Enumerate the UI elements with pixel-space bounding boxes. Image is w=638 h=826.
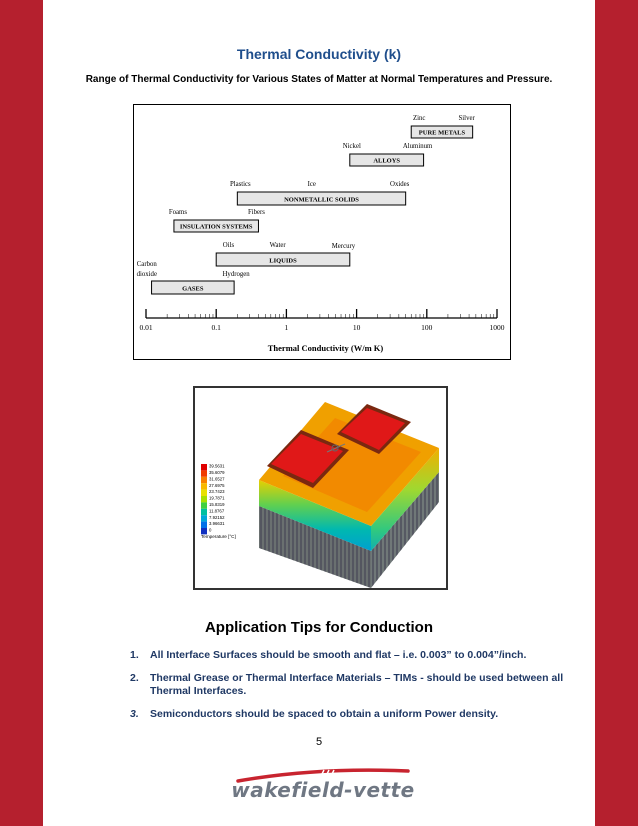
material-label: Ice xyxy=(307,181,316,188)
legend-value: 39.5631 xyxy=(209,463,225,469)
legend-value: 23.7423 xyxy=(209,489,225,495)
tip-text: All Interface Surfaces should be smooth and flat – i.e. 0.003” to 0.004”/inch. xyxy=(150,649,527,661)
range-bar-label: INSULATION SYSTEMS xyxy=(179,223,253,231)
tip-text: Semiconductors should be spaced to obtain a uniform Power density. xyxy=(150,708,499,720)
material-label: Fibers xyxy=(247,209,265,216)
x-tick-label: 1 xyxy=(284,323,289,332)
tip-item-3 xyxy=(130,708,570,721)
tip-item-1 xyxy=(130,649,570,662)
legend-value: 19.7871 xyxy=(209,495,225,501)
legend-value: 3.96631 xyxy=(209,521,225,527)
material-label: Carbon xyxy=(136,261,157,268)
legend-color-swatch xyxy=(201,502,207,508)
range-chart-svg xyxy=(134,105,510,359)
range-bar-label: LIQUIDS xyxy=(269,257,297,265)
material-label: dioxide xyxy=(136,271,157,278)
tips-heading: Application Tips for Conduction xyxy=(204,619,434,636)
tips-list xyxy=(130,649,570,731)
range-bar-label: ALLOYS xyxy=(373,157,401,165)
tip-number: 1. xyxy=(130,649,139,661)
legend-color-swatch xyxy=(201,515,207,521)
conductivity-range-chart xyxy=(133,104,511,360)
heatsink-render xyxy=(195,388,446,588)
legend-value: 0 xyxy=(209,527,212,533)
legend-value: 35.6079 xyxy=(209,470,225,475)
legend-value: 27.6975 xyxy=(209,482,225,488)
page-number: 5 xyxy=(315,736,323,748)
legend-color-swatch xyxy=(201,509,207,515)
legend-color-swatch xyxy=(201,483,207,489)
material-label: Foams xyxy=(168,209,188,216)
x-tick-label: 0.1 xyxy=(211,323,221,332)
legend-title: Temperature [°C] xyxy=(201,534,236,539)
legend-value: 11.8767 xyxy=(209,508,225,514)
temperature-legend xyxy=(201,464,225,535)
right-red-bar xyxy=(595,0,638,826)
material-label: Nickel xyxy=(342,143,361,150)
material-label: Oils xyxy=(222,242,235,249)
tip-text: Thermal Grease or Thermal Interface Materials – TIMs - should be used between all Thermal Interfaces. xyxy=(150,672,564,697)
legend-value: 7.92152 xyxy=(209,514,225,520)
legend-color-swatch xyxy=(201,522,207,528)
x-tick-label: 10 xyxy=(352,323,361,332)
x-tick-label: 0.01 xyxy=(139,323,153,332)
material-label: Oxides xyxy=(390,181,410,188)
legend-value: 31.6527 xyxy=(209,476,225,482)
legend-color-swatch xyxy=(201,496,207,502)
legend-color-swatch xyxy=(201,490,207,496)
material-label: Mercury xyxy=(331,243,356,250)
legend-color-swatch xyxy=(201,464,207,470)
thermal-simulation-image xyxy=(193,386,448,590)
tip-item-2 xyxy=(130,672,570,698)
range-bar-label: GASES xyxy=(182,285,204,293)
logo-text: wakefield-vette xyxy=(231,778,415,802)
page-subtitle: Range of Thermal Conductivity for Various States of Matter at Normal Temperatures and Pressure. xyxy=(85,74,553,85)
wakefield-vette-logo xyxy=(228,765,418,813)
material-label: Silver xyxy=(458,115,475,122)
legend-value: 15.8319 xyxy=(209,502,225,507)
tip-number: 2. xyxy=(130,672,139,684)
material-label: Plastics xyxy=(229,181,251,188)
x-tick-label: 1000 xyxy=(489,323,505,332)
legend-color-swatch xyxy=(201,470,207,476)
material-label: Aluminum xyxy=(402,143,433,150)
page-title: Thermal Conductivity (k) xyxy=(236,46,402,62)
legend-color-swatch xyxy=(201,477,207,483)
range-bar-label: PURE METALS xyxy=(418,129,466,137)
material-label: Hydrogen xyxy=(222,271,250,278)
x-axis-label: Thermal Conductivity (W/m K) xyxy=(267,343,384,353)
range-bar-label: NONMETALLIC SOLIDS xyxy=(284,196,359,204)
material-label: Zinc xyxy=(412,115,426,122)
tip-number: 3. xyxy=(130,708,139,720)
material-label: Water xyxy=(269,242,286,249)
x-tick-label: 100 xyxy=(421,323,433,332)
left-red-bar xyxy=(0,0,43,826)
